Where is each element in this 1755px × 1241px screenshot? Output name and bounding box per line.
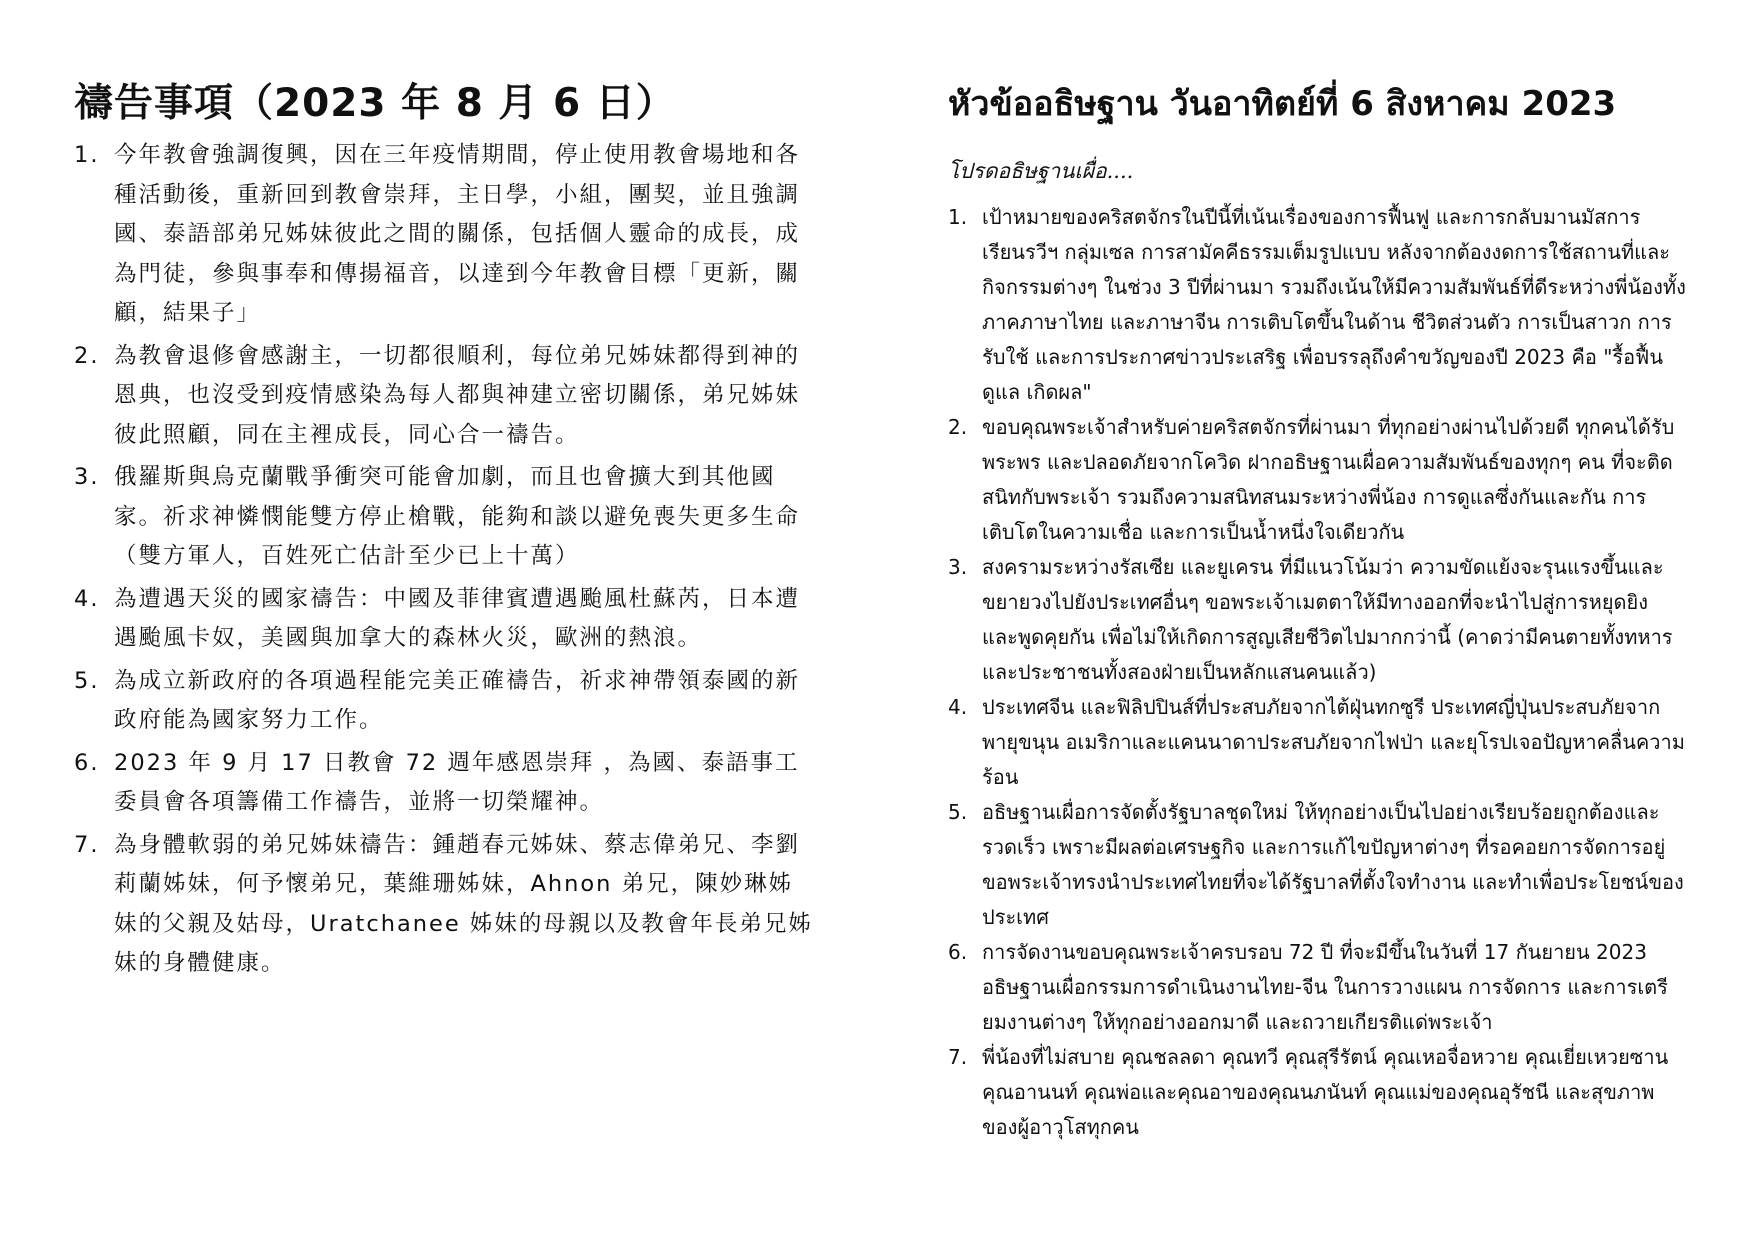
chinese-prayer-item — [74, 662, 814, 741]
item-text: 今年教會強調復興，因在三年疫情期間，停止使用教會場地和各種活動後，重新回到教會崇拜，主日學，小組，團契，並且強調國、泰語部弟兄姊妹彼此之間的關係，包括個人靈命的成長，成為門徒，參與事奉和傳揚福音，以達到今年教會目標「更新，關顧，結果子」 — [114, 142, 801, 326]
item-number: 2. — [74, 342, 100, 369]
thai-prayer-item — [948, 690, 1686, 795]
item-number: 1. — [74, 142, 100, 168]
chinese-prayer-item — [74, 136, 814, 334]
thai-prayer-item — [948, 550, 1686, 690]
chinese-title: 禱告事項（2023 年 8 月 6 日） — [74, 81, 676, 126]
item-text: เป้าหมายของคริสตจักรในปีนี้ที่เน้นเรื่องของการฟื้นฟู และการกลับมานมัสการ เรียนรวีฯ กลุ่มเซล การสามัคคีธรรมเต็มรูปแบบ หลังจากต้องงดการใช้สถานที่และกิจกรรมต่างๆ ในช่วง 3 ปีที่ผ่านมา รวมถึงเน้นให้มีความสัมพันธ์ที่ดีระหว่างพี่น้องทั้งภาคภาษาไทย และภาษาจีน การเติบโตขึ้นในด้าน ชีวิตส่วนตัว การเป็นสาวก การรับใช้ และการประกาศข่าวประเสริฐ เพื่อบรรลุถึงคำขวัญของปี 2023 คือ "รื้อฟื้น ดูแล เกิดผล" — [982, 205, 1686, 404]
item-number: 6. — [74, 749, 100, 776]
item-text: ประเทศจีน และฟิลิปปินส์ที่ประสบภัยจากไต้ฝุ่นทกซูรี ประเทศญี่ปุ่นประสบภัยจากพายุขนุน อเมริกาและแคนนาดาประสบภัยจากไฟป่า และยุโรปเจอปัญหาคลื่นความร้อน — [982, 695, 1685, 789]
item-number: 4. — [74, 585, 100, 612]
item-number: 7. — [74, 831, 100, 858]
item-number: 4. — [948, 695, 968, 719]
chinese-prayer-list — [74, 136, 814, 987]
chinese-prayer-item — [74, 458, 814, 577]
thai-prayer-item — [948, 410, 1686, 550]
item-text: 為成立新政府的各項過程能完美正確禱告，祈求神帶領泰國的新政府能為國家努力工作。 — [114, 667, 801, 733]
item-text: 為教會退修會感謝主，一切都很順利，每位弟兄姊妹都得到神的恩典，也沒受到疫情感染為每人都與神建立密切關係，弟兄姊妹彼此照顧，同在主裡成長，同心合一禱告。 — [114, 342, 801, 448]
item-text: ขอบคุณพระเจ้าสำหรับค่ายคริสตจักรที่ผ่านมา ที่ทุกอย่างผ่านไปด้วยดี ทุกคนได้รับพระพร และปลอดภัยจากโควิด ฝากอธิษฐานเผื่อความสัมพันธ์ของทุกๆ คน ที่จะติดสนิทกับพระเจ้า รวมถึงความสนิทสนมระหว่างพี่น้อง การดูแลซึ่งกันและกัน การเติบโตในความเชื่อ และการเป็นน้ำหนึ่งใจเดียวกัน — [982, 415, 1675, 544]
item-text: 為身體軟弱的弟兄姊妹禱告：鍾趙春元姊妹、蔡志偉弟兄、李劉莉蘭姊妹，何予懷弟兄，葉維珊姊妹，Ahnon 弟兄，陳妙琳姊妹的父親及姑母，Uratchanee 姊妹的母親以及教會年長弟兄姊妹的身體健康。 — [114, 831, 813, 976]
thai-intro: โปรดอธิษฐานเผื่อ.... — [948, 159, 1134, 183]
item-text: 2023 年 9 月 17 日教會 72 週年感恩崇拜 ，為國、泰語事工委員會各項籌備工作禱告，並將一切榮耀神。 — [114, 749, 800, 815]
item-text: อธิษฐานเผื่อการจัดตั้งรัฐบาลชุดใหม่ ให้ทุกอย่างเป็นไปอย่างเรียบร้อยถูกต้องและรวดเร็ว เพราะมีผลต่อเศรษฐกิจ และการแก้ไขปัญหาต่างๆ ที่รอคอยการจัดการอยู่ ขอพระเจ้าทรงนำประเทศไทยที่จะได้รัฐบาลที่ตั้งใจทำงาน และทำเพื่อประโยชน์ของประเทศ — [982, 800, 1684, 929]
thai-prayer-item — [948, 795, 1686, 935]
item-text: พี่น้องที่ไม่สบาย คุณชลลดา คุณทวี คุณสุรีรัตน์ คุณเหอจื่อหวาย คุณเยี่ยเหวยซาน คุณอานนท์ คุณพ่อและคุณอาของคุณนภนันท์ คุณแม่ของคุณอุรัชนี และสุขภาพของผู้อาวุโสทุกคน — [982, 1045, 1669, 1139]
chinese-prayer-item — [74, 826, 814, 984]
item-number: 5. — [74, 667, 100, 694]
item-number: 7. — [948, 1045, 968, 1069]
chinese-prayer-item — [74, 337, 814, 456]
thai-prayer-item — [948, 200, 1686, 410]
item-text: 為遭遇天災的國家禱告：中國及菲律賓遭遇颱風杜蘇芮，日本遭遇颱風卡奴，美國與加拿大的森林火災，歐洲的熱浪。 — [114, 585, 801, 651]
item-number: 6. — [948, 940, 968, 964]
thai-prayer-item — [948, 935, 1686, 1040]
chinese-prayer-item — [74, 744, 814, 823]
thai-title: หัวข้ออธิษฐาน วันอาทิตย์ที่ 6 สิงหาคม 2023 — [948, 84, 1617, 124]
item-number: 2. — [948, 415, 968, 439]
item-text: การจัดงานขอบคุณพระเจ้าครบรอบ 72 ปี ที่จะมีขึ้นในวันที่ 17 กันยายน 2023 อธิษฐานเผื่อกรรมการดำเนินงานไทย-จีน ในการวางแผน การจัดการ และการเตรียมงานต่างๆ ให้ทุกอย่างออกมาดี และถวายเกียรติแด่พระเจ้า — [982, 940, 1668, 1034]
item-text: สงครามระหว่างรัสเซีย และยูเครน ที่มีแนวโน้มว่า ความขัดแย้งจะรุนแรงขึ้นและขยายวงไปยังประเทศอื่นๆ ขอพระเจ้าเมตตาให้มีทางออกที่จะนำไปสู่การหยุดยิง และพูดคุยกัน เพื่อไม่ให้เกิดการสูญเสียชีวิตไปมากกว่านี้ (คาดว่ามีคนตายทั้งทหารและประชาชนทั้งสองฝ่ายเป็นหลักแสนคนแล้ว) — [982, 555, 1673, 684]
chinese-prayer-item — [74, 580, 814, 659]
item-number: 5. — [948, 800, 968, 824]
thai-prayer-list — [948, 200, 1686, 1145]
thai-prayer-item — [948, 1040, 1686, 1145]
item-number: 3. — [74, 464, 100, 490]
item-number: 3. — [948, 555, 968, 579]
item-text: 俄羅斯與烏克蘭戰爭衝突可能會加劇，而且也會擴大到其他國家。祈求神憐憫能雙方停止槍戰，能夠和談以避免喪失更多生命（雙方軍人，百姓死亡估計至少已上十萬） — [114, 464, 801, 569]
item-number: 1. — [948, 205, 968, 229]
